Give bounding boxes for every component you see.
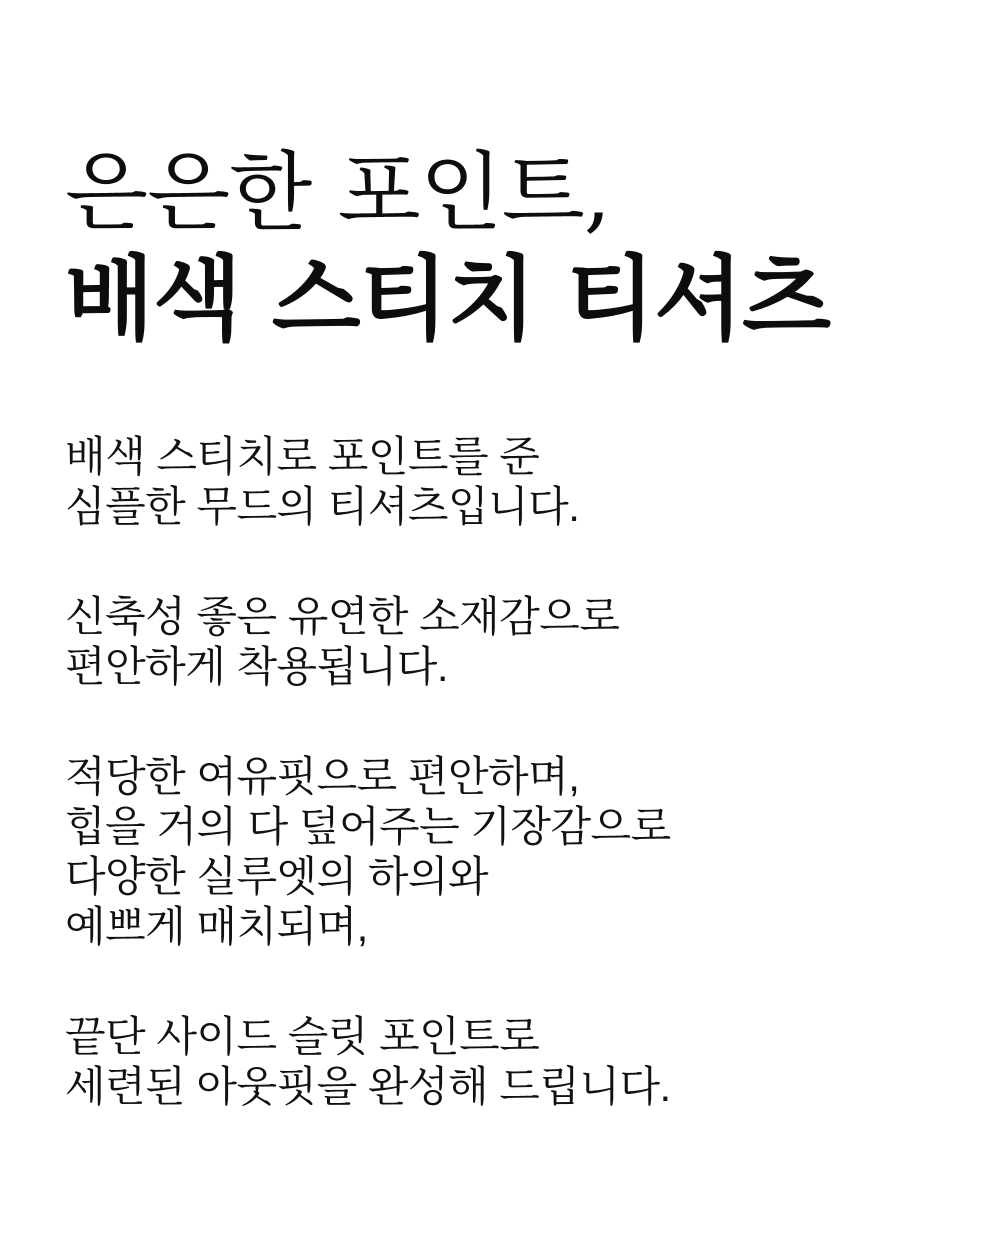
body-text-line: 배색 스티치로 포인트를 준 — [65, 433, 540, 480]
description-paragraph-1 — [65, 432, 960, 532]
headline-line-2: 배색 스티치 티셔츠 — [65, 245, 831, 353]
body-text-line: 신축성 좋은 유연한 소재감으로 — [65, 593, 620, 640]
body-text-line: 세련된 아웃핏을 완성해 드립니다. — [65, 1063, 671, 1110]
body-text-line: 예쁘게 매치되며, — [65, 903, 368, 950]
headline-line-1: 은은한 포인트, — [65, 143, 611, 243]
description-paragraph-4 — [65, 1012, 960, 1112]
body-text-line: 심플한 무드의 티셔츠입니다. — [65, 483, 580, 530]
product-description-text — [65, 432, 960, 1112]
body-text-line: 힙을 거의 다 덮어주는 기장감으로 — [65, 803, 671, 850]
body-text-line: 편안하게 착용됩니다. — [65, 643, 448, 690]
body-text-line: 적당한 여유핏으로 편안하며, — [65, 753, 580, 800]
description-paragraph-3 — [65, 752, 960, 952]
body-text-line: 다양한 실루엣의 하의와 — [65, 853, 489, 900]
description-paragraph-2 — [65, 592, 960, 692]
body-text-line: 끝단 사이드 슬릿 포인트로 — [65, 1013, 540, 1060]
product-headline — [65, 140, 960, 352]
